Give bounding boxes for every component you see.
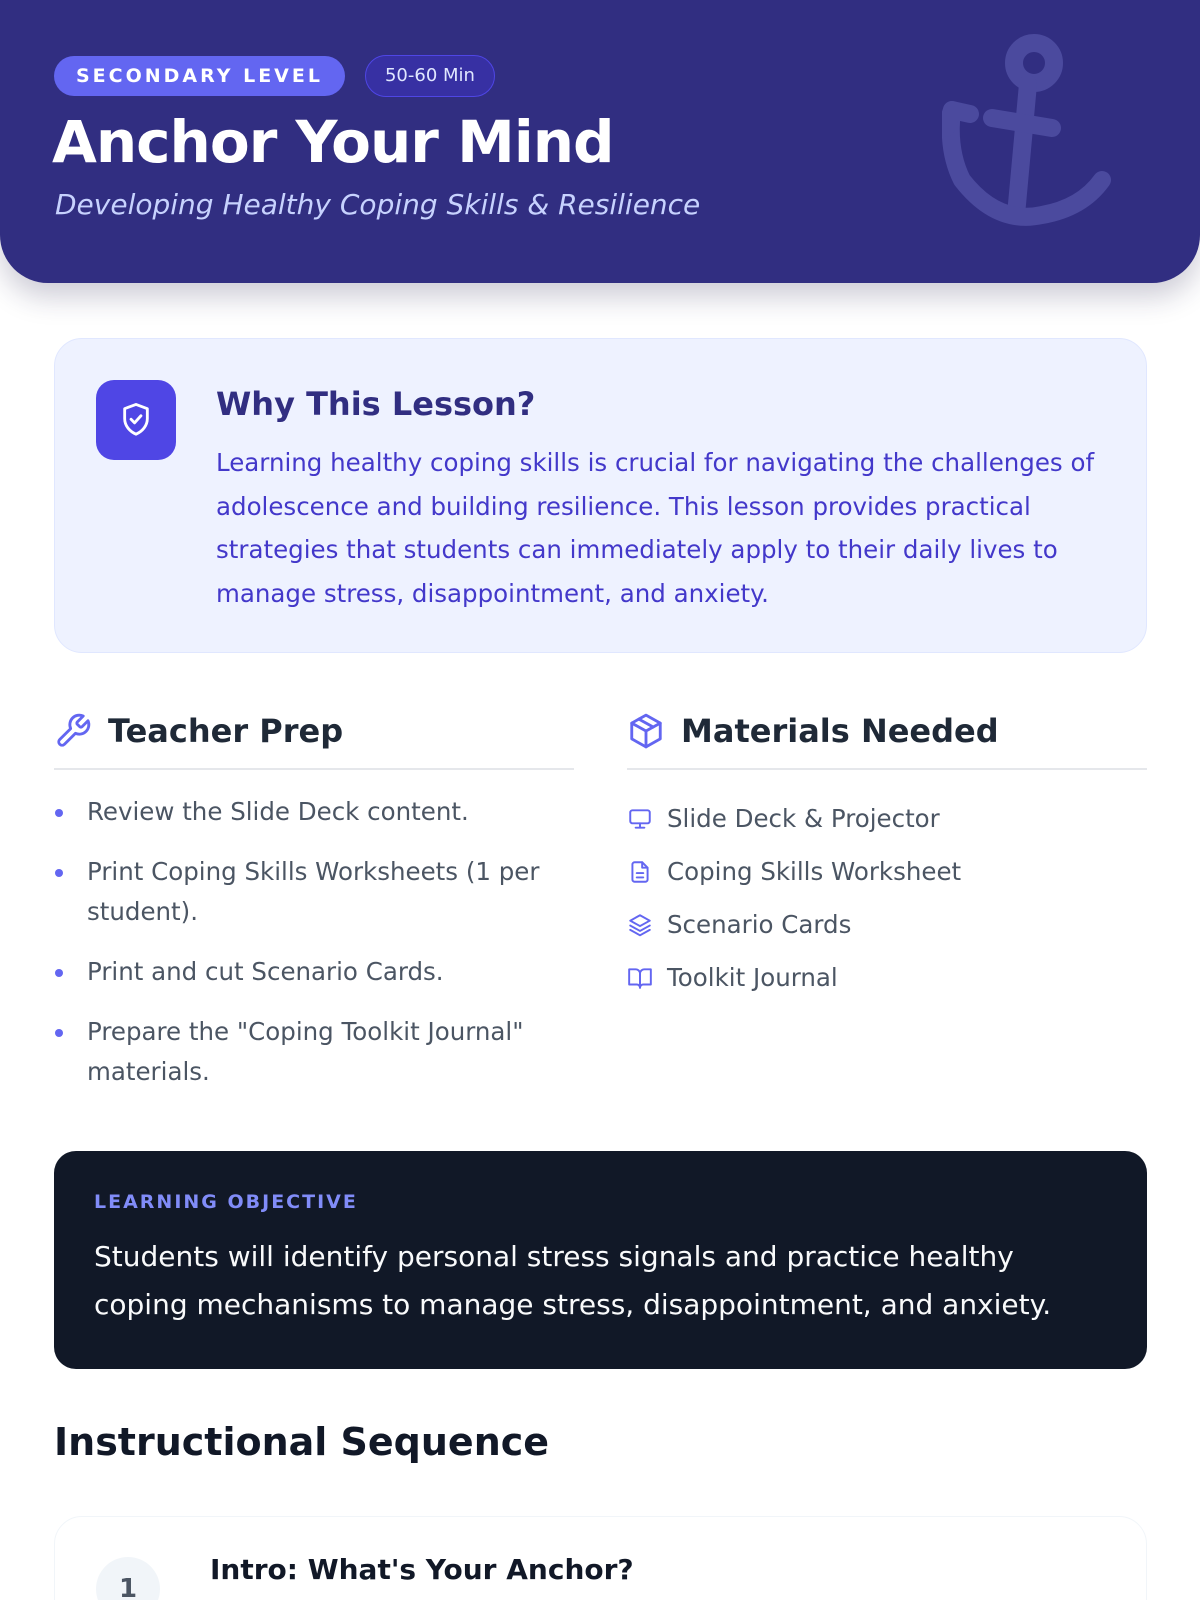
material-label: Coping Skills Worksheet (667, 857, 962, 886)
step-title: Intro: What's Your Anchor? (210, 1553, 634, 1586)
bullet-dot (55, 969, 63, 977)
page-subtitle: Developing Healthy Coping Skills & Resilience (55, 188, 701, 221)
document-icon (627, 859, 653, 885)
list-item (54, 852, 574, 932)
materials-header (627, 708, 1147, 770)
teacher-prep-title: Teacher Prep (108, 712, 344, 750)
book-open-icon (627, 965, 653, 991)
step-number: 1 (96, 1557, 160, 1600)
list-item (627, 845, 1147, 898)
materials-section (627, 708, 1147, 1004)
sequence-title: Instructional Sequence (54, 1420, 550, 1464)
list-item (54, 952, 574, 992)
level-badge: SECONDARY LEVEL (54, 56, 345, 96)
list-item (627, 898, 1147, 951)
prep-item-text: Print and cut Scenario Cards. (87, 957, 444, 986)
teacher-prep-section (54, 708, 574, 1112)
teacher-prep-header (54, 708, 574, 770)
material-label: Slide Deck & Projector (667, 804, 940, 833)
monitor-icon (627, 806, 653, 832)
sequence-step-card (54, 1516, 1147, 1600)
teacher-prep-list (54, 792, 574, 1092)
wrench-icon (54, 712, 92, 750)
bullet-dot (55, 869, 63, 877)
material-label: Toolkit Journal (667, 963, 838, 992)
objective-label: LEARNING OBJECTIVE (94, 1191, 358, 1213)
materials-list (627, 792, 1147, 1004)
list-item (54, 1012, 574, 1092)
anchor-icon (942, 30, 1142, 240)
materials-title: Materials Needed (681, 712, 999, 750)
shield-check-icon (96, 380, 176, 460)
layers-icon (627, 912, 653, 938)
page-title: Anchor Your Mind (52, 108, 614, 176)
material-label: Scenario Cards (667, 910, 852, 939)
badge-row (54, 55, 495, 97)
prep-item-text: Prepare the "Coping Toolkit Journal" materials. (87, 1017, 524, 1086)
prep-item-text: Review the Slide Deck content. (87, 797, 469, 826)
why-lesson-card (54, 338, 1147, 653)
prep-item-text: Print Coping Skills Worksheets (1 per student). (87, 857, 540, 926)
learning-objective-card (54, 1151, 1147, 1369)
list-item (54, 792, 574, 832)
list-item (627, 951, 1147, 1004)
bullet-dot (55, 1029, 63, 1037)
duration-badge: 50-60 Min (365, 55, 495, 97)
list-item (627, 792, 1147, 845)
box-icon (627, 712, 665, 750)
bullet-dot (55, 809, 63, 817)
why-text: Learning healthy coping skills is crucial for navigating the challenges of adolescence and building resilience. This lesson provides practical strategies that students can immediately apply to their daily lives to manage stress, disappointment, and anxiety. (216, 448, 1095, 608)
lesson-header (0, 0, 1200, 283)
why-title: Why This Lesson? (216, 385, 536, 423)
objective-text: Students will identify personal stress signals and practice healthy coping mechanisms to manage stress, disappointment, and anxiety. (94, 1240, 1052, 1321)
